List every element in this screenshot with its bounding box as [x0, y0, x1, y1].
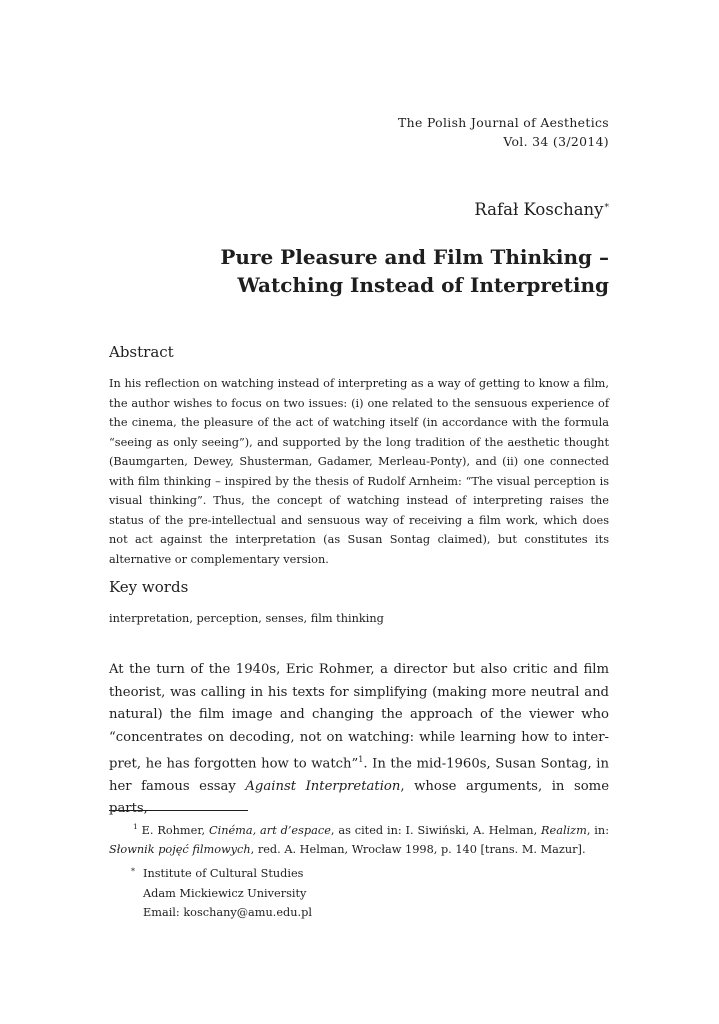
- affiliation-institute: Institute of Cultural Studies: [143, 867, 304, 880]
- footnote-text-1: E. Rohmer,: [137, 823, 209, 837]
- author-name: Rafał Koschany: [474, 200, 604, 219]
- footnote-text-4: , red. A. Helman, Wrocław 1998, p. 140 [trans. M. Mazur].: [250, 842, 586, 856]
- affiliation-mark: *: [131, 867, 135, 876]
- footnote-text-2: , as cited in: I. Siwiński, A. Helman,: [330, 823, 542, 837]
- author-line: [209, 199, 609, 221]
- paper-title: [129, 243, 609, 299]
- journal-volume: Vol. 34 (3/2014): [503, 134, 609, 149]
- essay-title: Against Interpretation: [245, 778, 401, 794]
- footnote-text-3: , in:: [586, 823, 610, 837]
- affiliation-university: Adam Mickiewicz University: [143, 886, 307, 900]
- title-line-2: Watching Instead of Interpreting: [237, 273, 609, 297]
- abstract-heading: Abstract: [109, 343, 174, 361]
- title-line-1: Pure Pleasure and Film Thinking –: [220, 245, 609, 269]
- keywords-text: interpretation, perception, senses, film thinking: [109, 612, 384, 625]
- author-affiliation: [133, 864, 533, 923]
- footnote-number: 1: [133, 822, 138, 831]
- body-text-part-2: . In the mid-1960s, Susan Sontag, in her famous essay: [109, 756, 609, 794]
- affiliation-email: Email: koschany@amu.edu.pl: [143, 906, 312, 919]
- author-footnote-mark: *: [604, 203, 609, 213]
- footnote-italic-1: Cinéma, art d’espace: [208, 823, 331, 837]
- footnote-italic-3: Słownik pojęć filmowych: [109, 842, 251, 856]
- footnote-reference: 1: [358, 755, 364, 764]
- body-paragraph: [109, 659, 609, 821]
- journal-name: The Polish Journal of Aesthetics: [398, 115, 609, 130]
- body-text-part-1: At the turn of the 1940s, Eric Rohmer, a director but also critic and film theorist, was calling in his texts for simplifying (making more neutral and natural) the film image and changing the approach of the viewer who “concentrates on decoding, not on watching: while learning how to inter-pret, he has forgotten how to watch”: [109, 662, 609, 772]
- abstract-text: In his reflection on watching instead of interpreting as a way of getting to know a film, the author wishes to focus on two issues: (i) one related to the sensuous experience of the cinema, the pleasure of the act of watching itself (in accordance with the formula “seeing as only seeing”), and supported by the long tradition of the aesthetic thought (Baumgarten, Dewey, Shusterman, Gadamer, Merleau-Ponty), and (ii) one connected with film thinking – inspired by the thesis of Rudolf Arnheim: “The visual perception is visual thinking”. Thus, the concept of watching instead of interpreting raises the status of the pre-intellectual and sensuous way of receiving a film work, which does not act against the interpretation (as Susan Sontag claimed), but constitutes its alternative or complementary version.: [109, 377, 609, 566]
- body-text-part-3: , whose arguments, in some parts,: [109, 778, 609, 817]
- footnote-1: [109, 817, 609, 859]
- footnote-divider: [109, 810, 248, 811]
- keywords-heading: Key words: [109, 578, 189, 596]
- journal-header: [209, 113, 609, 151]
- footnote-italic-2: Realizm: [541, 823, 587, 837]
